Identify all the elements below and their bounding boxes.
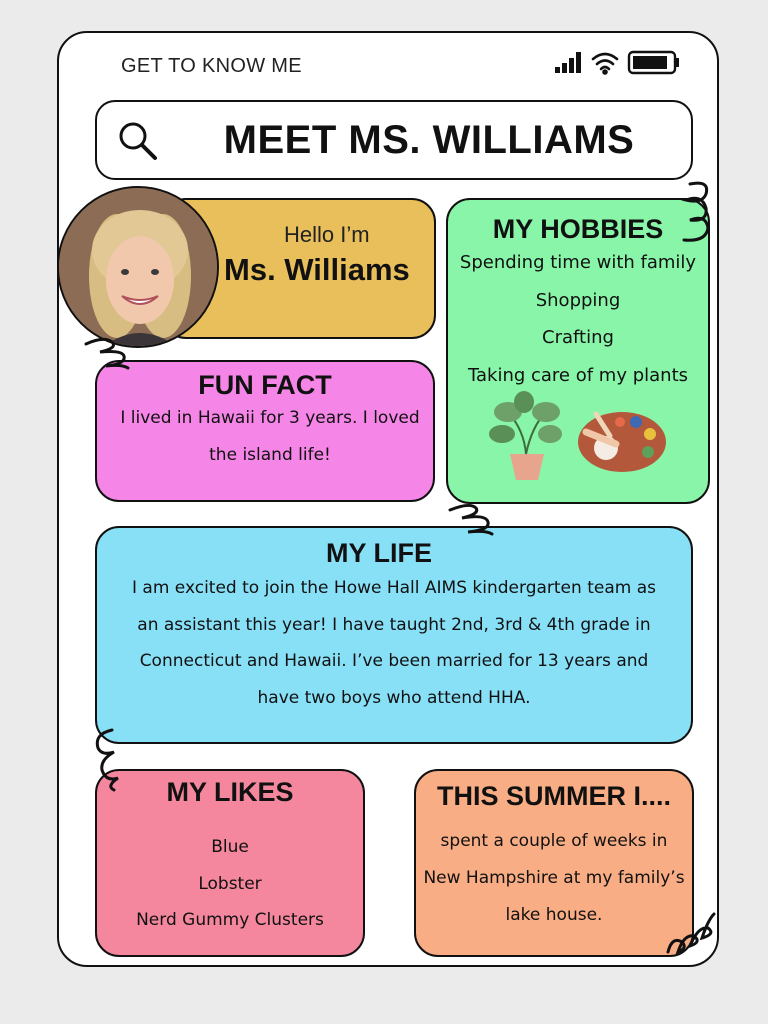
text-line: New Hampshire at my family’s (423, 868, 685, 888)
my-life-title: MY LIFE (325, 538, 432, 568)
list-item: Spending time with family (459, 252, 697, 273)
status-icons (553, 49, 681, 77)
greeting-text: Hello I’m (284, 222, 370, 247)
hobbies-title: MY HOBBIES (492, 214, 664, 244)
squiggle-decoration (672, 180, 716, 248)
teacher-photo (59, 188, 219, 348)
summer-title: THIS SUMMER I.... (436, 781, 671, 811)
fun-fact-card (95, 360, 435, 502)
list-item: Nerd Gummy Clusters (136, 910, 324, 930)
text-line: Connecticut and Hawaii. I’ve been married for 13 years and (139, 651, 649, 671)
list-item: Shopping (535, 289, 621, 311)
summer-text (416, 823, 692, 934)
text-line: the island life! (209, 445, 331, 465)
wifi-icon (593, 54, 617, 74)
crafting-illustration (576, 404, 668, 476)
likes-list (97, 829, 363, 939)
list-item: Blue (211, 837, 249, 857)
signal-icon (555, 52, 581, 73)
list-item: Taking care of my plants (467, 364, 689, 386)
plant-illustration (488, 390, 564, 482)
my-life-text (97, 570, 691, 716)
squiggle-decoration (82, 334, 132, 374)
text-line: lake house. (505, 905, 603, 925)
squiggle-decoration (446, 500, 496, 540)
teacher-name: Ms. Williams (224, 252, 410, 287)
fun-fact-title: FUN FACT (198, 370, 332, 400)
likes-card (95, 769, 365, 957)
text-line: an assistant this year! I have taught 2nd, 3rd & 4th grade in (137, 614, 651, 635)
squiggle-decoration (88, 726, 128, 792)
search-bar[interactable] (95, 100, 693, 180)
my-life-card (95, 526, 693, 744)
text-line: spent a couple of weeks in (440, 831, 668, 851)
likes-title: MY LIKES (166, 777, 294, 807)
fun-fact-text (107, 400, 433, 474)
hobbies-list (448, 244, 708, 394)
list-item: Lobster (198, 873, 262, 894)
text-line: have two boys who attend HHA. (257, 687, 531, 708)
summer-card (414, 769, 694, 957)
page-header-title: GET TO KNOW ME (121, 55, 302, 77)
hobbies-card (446, 198, 710, 504)
page-title: MEET MS. WILLIAMS (223, 117, 635, 162)
avatar (57, 186, 219, 348)
text-line: I lived in Hawaii for 3 years. I loved (120, 408, 420, 428)
squiggle-decoration (662, 906, 718, 960)
battery-icon (629, 52, 679, 73)
list-item: Crafting (542, 327, 614, 348)
text-line: I am excited to join the Howe Hall AIMS kindergarten team as (132, 578, 656, 598)
